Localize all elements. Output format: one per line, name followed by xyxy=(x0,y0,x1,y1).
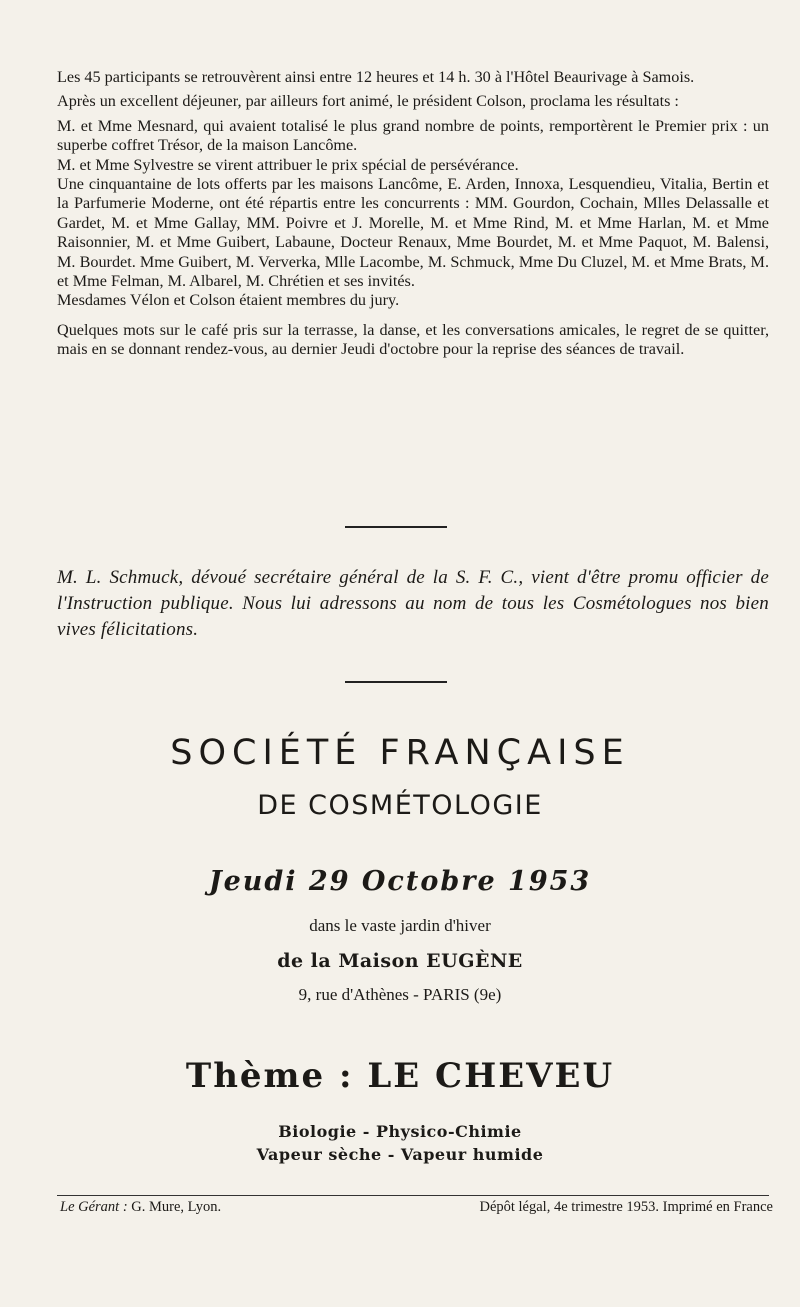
event-theme: Thème : LE CHEVEU xyxy=(185,1056,615,1096)
venue-description: dans le vaste jardin d'hiver xyxy=(309,916,491,935)
paragraph-special-prize: M. et Mme Sylvestre se virent attribuer le prix spécial de persévérance. xyxy=(57,155,519,174)
footer-divider xyxy=(57,1195,769,1196)
society-subtitle: DE COSMÉTOLOGIE xyxy=(257,790,543,821)
footer-gerant xyxy=(60,1199,221,1216)
paragraph-jury: Mesdames Vélon et Colson étaient membres du jury. xyxy=(57,291,400,310)
venue-address: 9, rue d'Athènes - PARIS (9e) xyxy=(298,985,502,1004)
gerant-name: G. Mure, Lyon. xyxy=(131,1199,222,1215)
paragraph-first-prize: M. et Mme Mesnard, qui avaient totalisé le plus grand nombre de points, remportèrent le Premier prix : un superbe coffret Trésor, de la maison Lancôme. xyxy=(57,116,769,155)
event-date: Jeudi 29 Octobre 1953 xyxy=(208,866,592,897)
paragraph-lunch: Après un excellent déjeuner, par ailleurs fort animé, le président Colson, proclama les résultats : xyxy=(57,92,679,111)
theme-subtopic-1: Biologie - Physico-Chimie xyxy=(278,1122,522,1141)
theme-subtopic-2: Vapeur sèche - Vapeur humide xyxy=(256,1145,544,1164)
footer-legal: Dépôt légal, 4e trimestre 1953. Imprimé en France xyxy=(479,1199,773,1215)
paragraph-closing: Quelques mots sur le café pris sur la terrasse, la danse, et les conversations amicales, le regret de se quitter, mais en se donnant rendez-vous, au dernier Jeudi d'octobre pour la reprise des séances de travail. xyxy=(57,320,769,359)
gerant-label: Le Gérant : xyxy=(60,1199,128,1215)
section-divider xyxy=(345,526,447,528)
paragraph-lots: Une cinquantaine de lots offerts par les maisons Lancôme, E. Arden, Innoxa, Lesquendieu, Vitalia, Bertin et la Parfumerie Moderne, ont été répartis entre les concurrents : MM. Gourdon, Cochain, Mlles Delassalle et Gardet, M. et Mme Gallay, MM. Poivre et J. Morelle, M. et Mme Rind, M. et Mme Harlan, M. et Mme Raisonnier, M. et Mme Guibert, Labaune, Docteur Renaux, Mme Bourdet, M. et Mme Paquot, M. Balensi, M. Bourdet. Mme Guibert, M. Ververka, Mlle Lacombe, M. Schmuck, Mme Du Cluzel, M. et Mme Brats, M. et Mme Felman, M. Albarel, M. Chrétien et ses invités. xyxy=(57,175,769,291)
paragraph-participants: Les 45 participants se retrouvèrent ainsi entre 12 heures et 14 h. 30 à l'Hôtel Beaurivage à Samois. xyxy=(57,68,695,86)
society-title: SOCIÉTÉ FRANÇAISE xyxy=(170,733,630,773)
venue-name: de la Maison EUGÈNE xyxy=(277,950,523,972)
section-divider-2 xyxy=(345,681,447,683)
report-body xyxy=(57,68,769,360)
promotion-announcement: M. L. Schmuck, dévoué secrétaire général de la S. F. C., vient d'être promu officier de l'Instruction publique. Nous lui adressons au nom de tous les Cosmétologues nos bien vives félicitations. xyxy=(57,567,769,640)
